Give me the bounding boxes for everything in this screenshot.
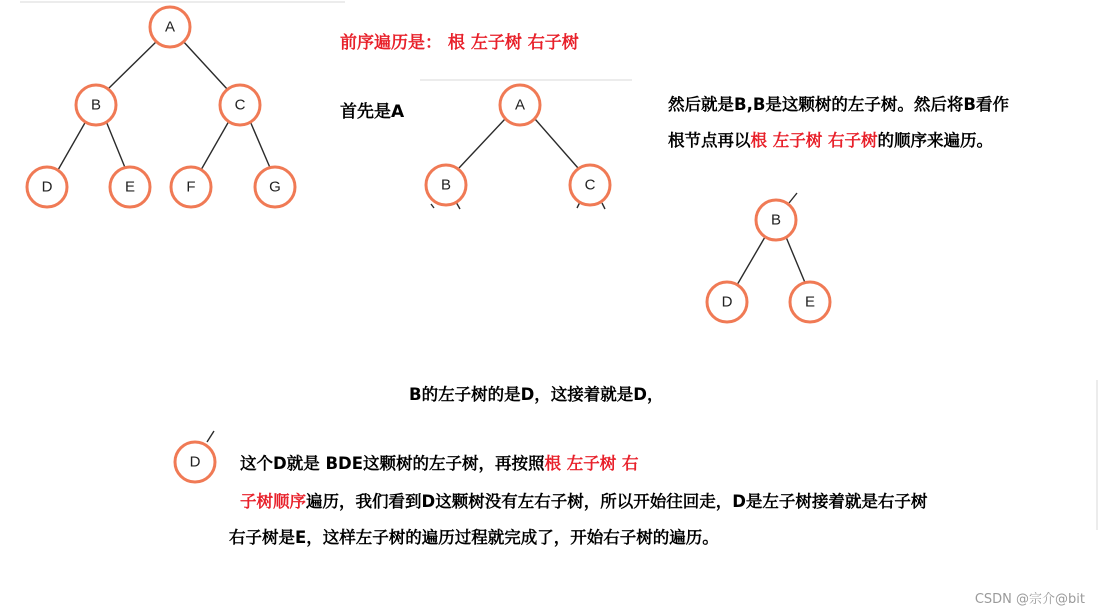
tree-node-g (255, 167, 295, 207)
tree-edge (250, 121, 271, 170)
b-left-subtree-text: B的左子树的是D，这接着就是D， (409, 385, 664, 404)
tree-node-d (175, 442, 215, 482)
tree-edge-stub (207, 431, 214, 442)
root-tree (426, 85, 610, 209)
tree-node-b (76, 85, 116, 125)
tree-node-c (570, 165, 610, 205)
step-then-line-1: 然后就是B,B是这颗树的左子树。然后将B看作 (668, 95, 1009, 114)
step-then-line-2 (668, 133, 993, 150)
tree-node-e (790, 282, 830, 322)
leaf-tree (175, 431, 215, 482)
tree-node-a (150, 7, 190, 47)
tree-edge (459, 119, 505, 168)
tree-node-e (110, 167, 150, 207)
tree-edge (58, 121, 86, 170)
tree-node-f (171, 167, 211, 207)
tree-edge-stub (431, 204, 434, 208)
svg-text:B: B (90, 96, 102, 114)
svg-text:E: E (124, 178, 136, 196)
tree-node-d (707, 282, 747, 322)
svg-text:A: A (514, 96, 526, 114)
svg-text:B: B (440, 176, 452, 194)
tree-node-d (27, 167, 67, 207)
d-explain-line-1 (240, 456, 639, 473)
step-first-text: 首先是A (340, 102, 405, 122)
tree-edge (737, 237, 765, 285)
svg-text:F: F (186, 178, 196, 196)
d-explain-line-3: 右子树是E，这样左子树的遍历过程就完成了，开始右子树的遍历。 (229, 528, 719, 547)
tree-edge-stub (602, 203, 605, 209)
step-then-text: 根节点再以 (668, 131, 751, 150)
svg-text:B: B (770, 211, 782, 229)
svg-text:D: D (721, 293, 733, 311)
full-tree (27, 7, 295, 207)
tree-node-b (756, 200, 796, 240)
tree-node-c (220, 85, 260, 125)
d-explain-text: 遍历，我们看到D这颗树没有左右子树，所以开始往回走，D是左子树接着就是右子树 (306, 492, 928, 511)
left-subtree (707, 193, 830, 322)
tree-node-b (426, 165, 466, 205)
d-explain-line-2 (240, 494, 927, 511)
highlight-order-text: 子树顺序 (240, 492, 306, 511)
d-explain-text: 这个D就是 BDE这颗树的左子树，再按照 (240, 454, 545, 473)
tree-edge (182, 40, 228, 90)
svg-text:E: E (804, 293, 816, 311)
tree-edge (535, 119, 578, 168)
tree-edge (201, 121, 229, 170)
svg-text:G: G (269, 178, 281, 196)
svg-text:A: A (164, 18, 176, 36)
tree-edge-stub (789, 193, 797, 203)
svg-text:D: D (189, 453, 201, 471)
svg-text:C: C (584, 176, 596, 194)
tree-edge (786, 237, 806, 285)
step-then-text: 的顺序来遍历。 (877, 131, 993, 150)
highlight-order-text: 根 左子树 右子树 (750, 131, 878, 150)
tree-edge (107, 40, 158, 90)
highlight-order-text: 根 左子树 右 (544, 454, 639, 473)
svg-text:D: D (41, 178, 53, 196)
csdn-watermark: CSDN @宗介@bit (974, 592, 1085, 607)
tree-node-a (500, 85, 540, 125)
traversal-rule-heading: 前序遍历是： 根 左子树 右子树 (340, 33, 579, 53)
svg-text:C: C (234, 96, 246, 114)
tree-edge (106, 121, 126, 170)
